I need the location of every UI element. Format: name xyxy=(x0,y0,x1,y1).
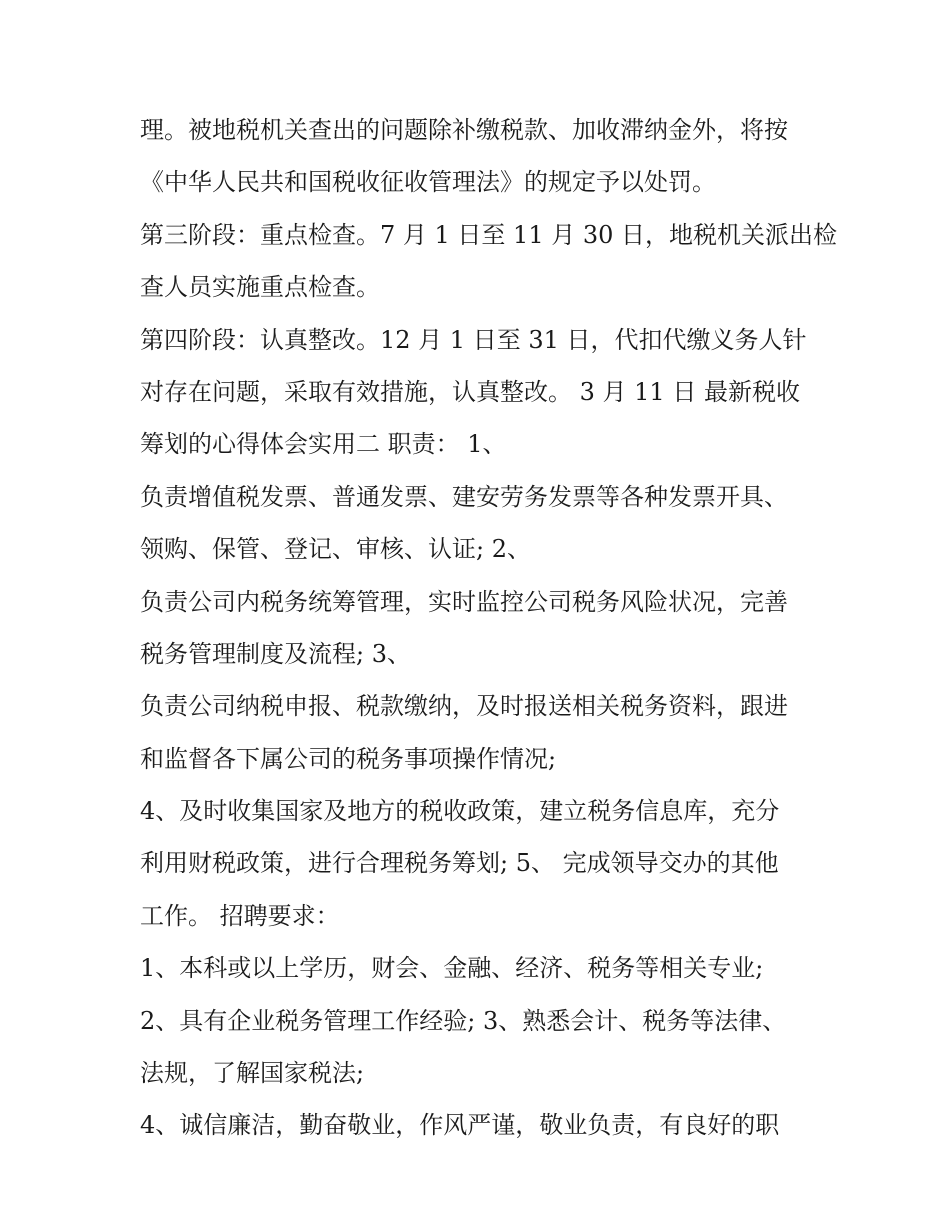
text-line: 筹划的心得体会实用二 职责： 1、 xyxy=(140,430,507,459)
text-line: 领购、保管、登记、审核、认证; 2、 xyxy=(140,535,531,564)
text-line: 第三阶段：重点检查。7 月 1 日至 11 月 30 日，地税机关派出检 xyxy=(140,220,838,249)
text-line: 4、及时收集国家及地方的税收政策，建立税务信息库，充分 xyxy=(140,797,780,826)
document-body xyxy=(140,104,840,1152)
text-line: 第四阶段：认真整改。12 月 1 日至 31 日，代扣代缴义务人针 xyxy=(140,325,807,354)
text-line: 4、诚信廉洁，勤奋敬业，作风严谨，敬业负责，有良好的职 xyxy=(140,1111,780,1140)
text-line: 负责公司内税务统筹管理，实时监控公司税务风险状况，完善 xyxy=(140,587,788,616)
text-line: 负责增值税发票、普通发票、建安劳务发票等各种发票开具、 xyxy=(140,482,788,511)
text-line: 理。被地税机关查出的问题除补缴税款、加收滞纳金外，将按 xyxy=(140,116,788,144)
text-line: 查人员实施重点检查。 xyxy=(140,273,380,302)
text-line: 法规，了解国家税法; xyxy=(140,1059,365,1088)
text-line: 负责公司纳税申报、税款缴纳，及时报送相关税务资料，跟进 xyxy=(140,692,788,721)
text-line: 和监督各下属公司的税务事项操作情况; xyxy=(140,744,557,773)
text-line: 工作。 招聘要求： xyxy=(140,901,340,930)
text-line: 2、具有企业税务管理工作经验; 3、熟悉会计、税务等法律、 xyxy=(140,1006,787,1035)
text-line: 对存在问题，采取有效措施，认真整改。 3 月 11 日 最新税收 xyxy=(140,377,800,406)
text-line: 《中华人民共和国税收征收管理法》的规定予以处罚。 xyxy=(140,168,716,197)
text-line: 税务管理制度及流程; 3、 xyxy=(140,639,411,668)
text-line: 1、本科或以上学历，财会、金融、经济、税务等相关专业; xyxy=(140,954,764,983)
text-line: 利用财税政策，进行合理税务筹划; 5、 完成领导交办的其他 xyxy=(140,849,779,878)
